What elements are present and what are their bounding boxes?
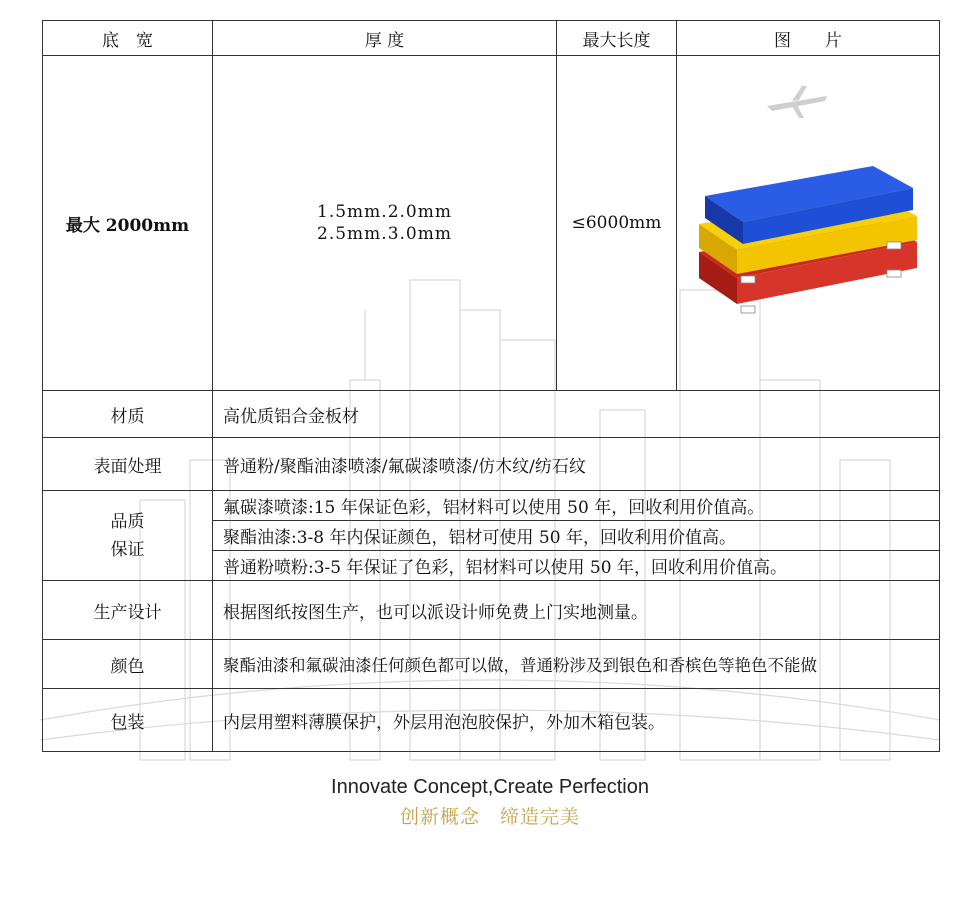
width-value: 最大 2000mm: [43, 56, 213, 391]
header-max-length: 最大长度: [557, 21, 677, 56]
main-spec-row: [43, 56, 940, 391]
packaging-label: 包装: [43, 689, 213, 752]
material-row: [43, 391, 940, 438]
quality-item-2: 聚酯油漆:3-8 年内保证颜色，铝材可使用 50 年，回收利用价值高。: [213, 521, 940, 551]
material-label: 材质: [43, 391, 213, 438]
surface-label: 表面处理: [43, 438, 213, 491]
quality-label: [43, 491, 213, 581]
production-row: [43, 581, 940, 640]
quality-item-3: 普通粉喷粉:3-5 年保证了色彩，铝材料可以使用 50 年，回收利用价值高。: [213, 551, 940, 581]
production-value: 根据图纸按图生产，也可以派设计师免费上门实地测量。: [213, 581, 940, 640]
stacked-aluminum-panels-icon: [677, 56, 940, 390]
max-length-value: ≤6000mm: [557, 56, 677, 391]
header-width: 底 宽: [43, 21, 213, 56]
thickness-value-2: 2.5mm.3.0mm: [317, 224, 452, 244]
color-value: 聚酯油漆和氟碳油漆任何颜色都可以做，普通粉涉及到银色和香槟色等艳色不能做: [213, 640, 940, 689]
spec-table: [42, 20, 940, 752]
header-picture: 图 片: [677, 21, 940, 56]
packaging-value: 内层用塑料薄膜保护，外层用泡泡胶保护，外加木箱包装。: [213, 689, 940, 752]
thickness-value-1: 1.5mm.2.0mm: [317, 202, 452, 222]
header-row: [43, 21, 940, 56]
quality-label-line2: 保证: [110, 539, 145, 560]
material-value: 高优质铝合金板材: [213, 391, 940, 438]
surface-row: [43, 438, 940, 491]
footer-slogan-cn: 创新概念 缔造完美: [399, 806, 580, 828]
production-label: 生产设计: [43, 581, 213, 640]
footer-slogan-en: Innovate Concept,Create Perfection: [331, 776, 649, 798]
color-row: [43, 640, 940, 689]
color-label: 颜色: [43, 640, 213, 689]
quality-item-1: 氟碳漆喷漆:15 年保证色彩，铝材料可以使用 50 年，回收利用价值高。: [213, 491, 940, 521]
packaging-row: [43, 689, 940, 752]
quality-row-1: [43, 491, 940, 521]
surface-value: 普通粉/聚酯油漆喷漆/氟碳漆喷漆/仿木纹/纺石纹: [213, 438, 940, 491]
header-thickness: 厚 度: [213, 21, 557, 56]
quality-label-line1: 品质: [110, 511, 145, 532]
product-picture: [677, 56, 940, 391]
thickness-value-cell: [213, 56, 557, 391]
